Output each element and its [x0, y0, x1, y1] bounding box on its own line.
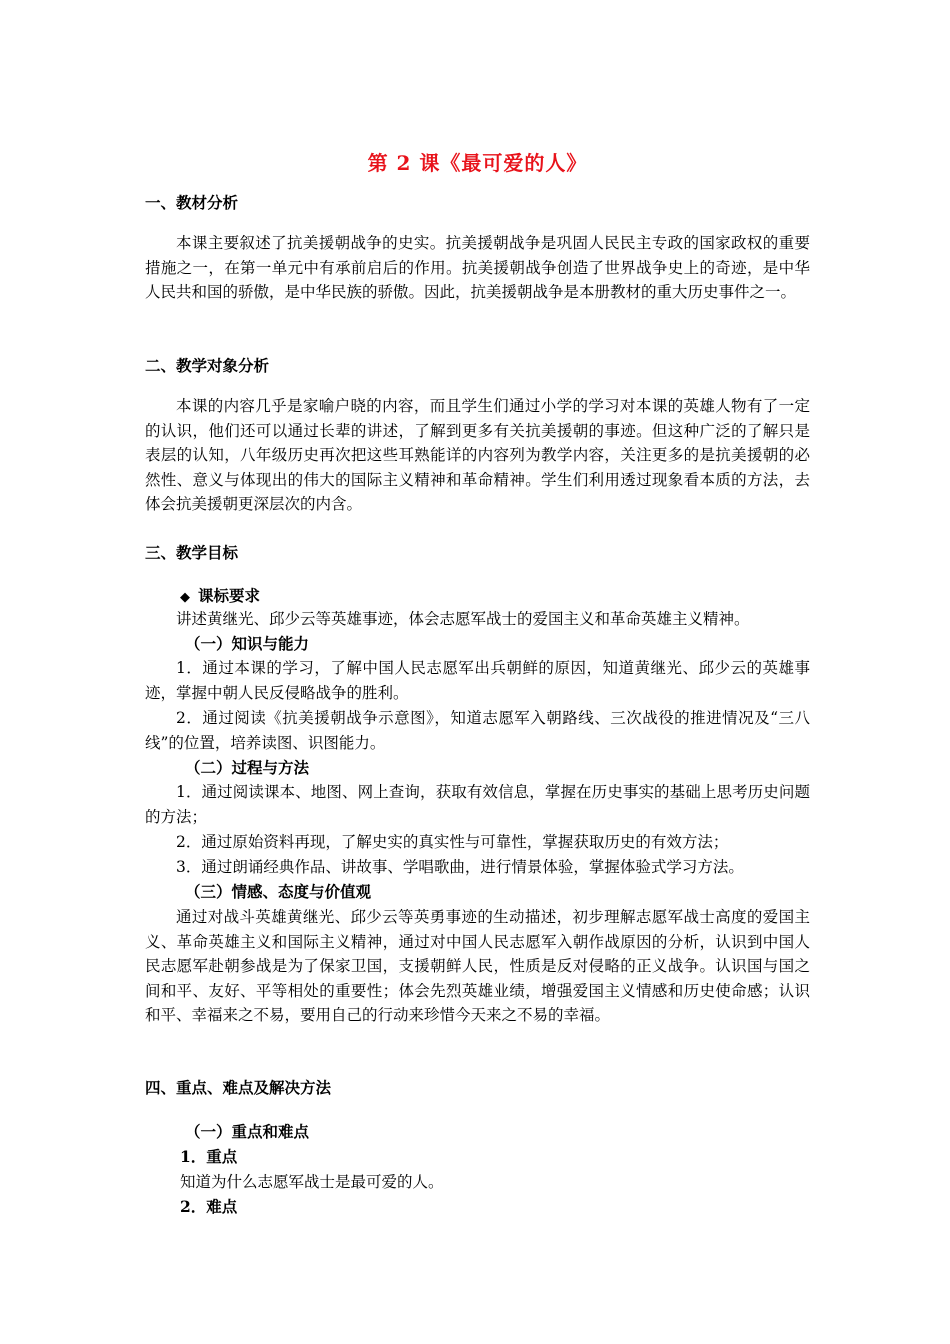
section2-heading: 二、教学对象分析 — [145, 356, 270, 375]
emotion-text: 通过对战斗英雄黄继光、邱少云等英勇事迹的生动描述，初步理解志愿军战士高度的爱国主义、革命英雄主义和国际主义精神，通过对中国人民志愿军入朝作战原因的分析，认识到中国人民志愿军赴朝参战是为了保家卫国，支援朝鲜人民，性质是反对侵略的正义战争。认识国与国之间和平、友好、平等相处的重要性；体会先烈英雄业绩，增强爱国主义情感和历史使命感；认识和平、幸福来之不易，要用自己的行动来珍惜今天来之不易的幸福。 — [145, 908, 810, 1025]
diamond-bullet-icon: ◆ — [180, 590, 190, 605]
document-title: 第 2 课《最可爱的人》 — [367, 151, 588, 175]
knowledge-label: （一）知识与能力 — [185, 634, 310, 653]
section3-heading: 三、教学目标 — [145, 543, 239, 562]
knowledge-item-1: 1．通过本课的学习，了解中国人民志愿军出兵朝鲜的原因，知道黄继光、邱少云的英雄事迹，掌握中朝人民反侵略战争的胜利。 — [145, 659, 810, 702]
section4-heading: 四、重点、难点及解决方法 — [145, 1078, 332, 1097]
key-point-text: 知道为什么志愿军战士是最可爱的人。 — [180, 1173, 444, 1191]
standard-text: 讲述黄继光、邱少云等英雄事迹，体会志愿军战士的爱国主义和革命英雄主义精神。 — [176, 610, 750, 628]
key-difficult-label: （一）重点和难点 — [185, 1122, 310, 1141]
process-item-3: 3．通过朗诵经典作品、讲故事、学唱歌曲，进行情景体验，掌握体验式学习方法。 — [176, 858, 744, 876]
emotion-label: （三）情感、态度与价值观 — [185, 882, 372, 901]
process-item-2: 2．通过原始资料再现，了解史实的真实性与可靠性，掌握获取历史的有效方法； — [176, 833, 729, 851]
key-point-label: 1．重点 — [180, 1147, 238, 1166]
section1-paragraph: 本课主要叙述了抗美援朝战争的史实。抗美援朝战争是巩固人民民主专政的国家政权的重要措施之一，在第一单元中有承前启后的作用。抗美援朝战争创造了世界战争史上的奇迹，是中华人民共和国的骄傲，是中华民族的骄傲。因此，抗美援朝战争是本册教材的重大历史事件之一。 — [145, 234, 810, 302]
section1-heading: 一、教材分析 — [145, 193, 239, 212]
knowledge-item-2: 2．通过阅读《抗美援朝战争示意图》，知道志愿军入朝路线、三次战役的推进情况及“三八线”的位置，培养读图、识图能力。 — [145, 709, 810, 752]
difficult-point-label: 2．难点 — [180, 1197, 238, 1216]
process-label: （二）过程与方法 — [185, 758, 310, 777]
process-item-1: 1．通过阅读课本、地图、网上查询，获取有效信息，掌握在历史事实的基础上思考历史问题的方法； — [145, 783, 810, 826]
section2-paragraph: 本课的内容几乎是家喻户晓的内容，而且学生们通过小学的学习对本课的英雄人物有了一定的认识，他们还可以通过长辈的讲述，了解到更多有关抗美援朝的事迹。但这种广泛的了解只是表层的认知，八年级历史再次把这些耳熟能详的内容列为教学内容，关注更多的是抗美援朝的必然性、意义与体现出的伟大的国际主义精神和革命精神。学生们利用透过现象看本质的方法，去体会抗美援朝更深层次的内含。 — [145, 397, 810, 514]
standard-label: ◆ 课标要求 — [180, 586, 261, 605]
